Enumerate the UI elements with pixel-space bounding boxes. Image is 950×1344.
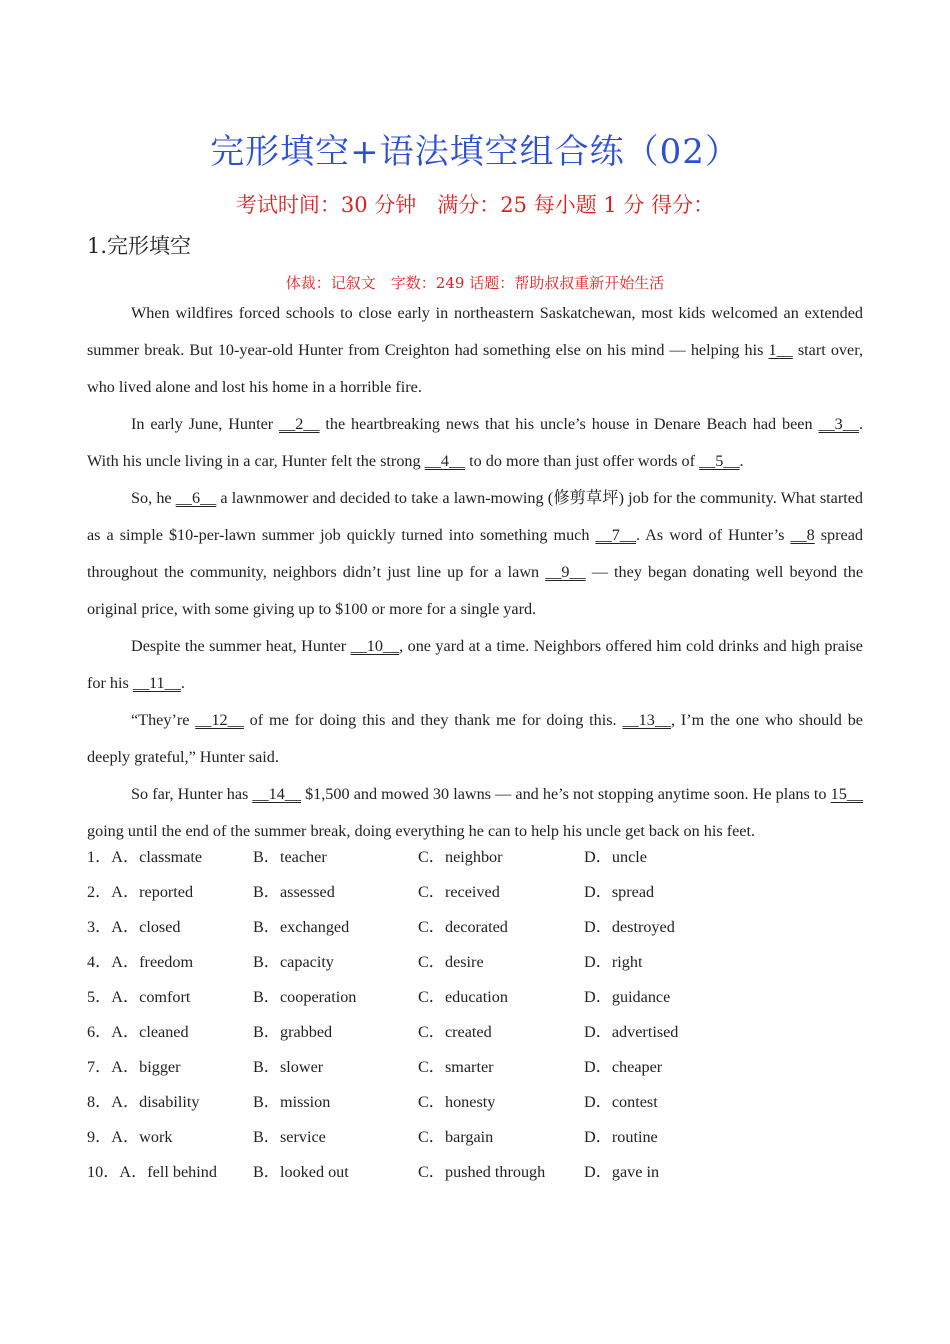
option-b: B．exchanged	[253, 918, 350, 936]
option-row	[87, 1050, 863, 1085]
blank-13: __13__	[622, 711, 671, 729]
option-c: C．desire	[418, 953, 484, 971]
option-row	[87, 910, 863, 945]
option-row	[87, 1015, 863, 1050]
option-c: C．decorated	[418, 918, 508, 936]
option-a: 2．A．reported	[87, 883, 194, 901]
option-row	[87, 980, 863, 1015]
paragraph: So far, Hunter has __14__ $1,500 and mowed 30 lawns — and he’s not stopping anytime soon. He plans to 15__ going until the end of the summer break, doing everything he can to help his uncle get back on his feet.	[87, 785, 863, 840]
blank-12: __12__	[195, 711, 244, 729]
option-a: 8．A．disability	[87, 1093, 200, 1111]
option-c: C．neighbor	[418, 848, 503, 866]
paragraph: Despite the summer heat, Hunter __10__, one yard at a time. Neighbors offered him cold drinks and high praise for his __11__.	[87, 637, 863, 692]
option-b: B．slower	[253, 1058, 324, 1076]
option-a: 7．A．bigger	[87, 1058, 181, 1076]
option-b: B．teacher	[253, 848, 327, 866]
blank-1: 1__	[768, 341, 793, 359]
option-c: C．honesty	[418, 1093, 496, 1111]
blank-9: __9__	[545, 563, 586, 581]
option-d: D．routine	[584, 1128, 658, 1146]
option-row	[87, 840, 863, 875]
option-c: C．created	[418, 1023, 492, 1041]
blank-14: __14__	[252, 785, 301, 803]
option-b: B．capacity	[253, 953, 334, 971]
blank-10: __10__	[350, 637, 400, 655]
paragraph: “They’re __12__ of me for doing this and they thank me for doing this. __13__, I’m the one who should be deeply grateful,” Hunter said.	[87, 711, 863, 766]
blank-15: 15__	[830, 785, 863, 803]
blank-8: __8	[790, 526, 815, 544]
option-d: D．uncle	[584, 848, 647, 866]
option-d: D．spread	[584, 883, 655, 901]
blank-4: __4__	[424, 452, 466, 470]
section-heading: 1.完形填空	[87, 234, 192, 258]
paragraph: In early June, Hunter __2__ the heartbreaking news that his uncle’s house in Denare Beach had been __3__. With his uncle living in a car, Hunter felt the strong __4__ to do more than just offer words of __5__.	[87, 415, 863, 470]
blank-3: __3__	[818, 415, 859, 433]
options-list	[87, 840, 863, 1190]
option-d: D．right	[584, 953, 643, 971]
option-b: B．cooperation	[253, 988, 357, 1006]
option-c: C．pushed through	[418, 1163, 546, 1181]
option-row	[87, 875, 863, 910]
option-d: D．destroyed	[584, 918, 675, 936]
paragraph: So, he __6__ a lawnmower and decided to take a lawn-mowing (修剪草坪) job for the community. What started as a simple $10-per-lawn summer job quickly turned into something much __7__. As word of Hunter’s __8 spread throughout the community, neighbors didn’t just line up for a lawn __9__ — they began donating well beyond the original price, with some giving up to $100 or more for a single yard.	[87, 489, 864, 618]
option-c: C．bargain	[418, 1128, 494, 1146]
option-a: 5．A．comfort	[87, 988, 191, 1006]
blank-2: __2__	[279, 415, 320, 433]
option-d: D．advertised	[584, 1023, 679, 1041]
option-b: B．grabbed	[253, 1023, 333, 1041]
option-c: C．smarter	[418, 1058, 494, 1076]
option-a: 4．A．freedom	[87, 953, 194, 971]
page-title: 完形填空+语法填空组合练（02）	[210, 132, 740, 172]
option-d: D．guidance	[584, 988, 671, 1006]
passage-meta: 体裁：记叙文 字数：249 话题：帮助叔叔重新开始生活	[285, 274, 665, 292]
option-a: 9．A．work	[87, 1128, 173, 1146]
blank-11: __11__	[132, 674, 181, 692]
paragraph: When wildfires forced schools to close early in northeastern Saskatchewan, most kids welcomed an extended summer break. But 10-year-old Hunter from Creighton had something else on his mind — helping his 1__ start over, who lived alone and lost his home in a horrible fire.	[87, 304, 863, 396]
option-d: D．cheaper	[584, 1058, 663, 1076]
option-a: 1．A．classmate	[87, 848, 203, 866]
option-d: D．contest	[584, 1093, 658, 1111]
option-row	[87, 1155, 863, 1190]
option-a: 10．A．fell behind	[87, 1163, 217, 1181]
option-c: C．received	[418, 883, 500, 901]
option-row	[87, 1085, 863, 1120]
option-b: B．assessed	[253, 883, 335, 901]
option-c: C．education	[418, 988, 508, 1006]
option-b: B．service	[253, 1128, 326, 1146]
option-a: 6．A．cleaned	[87, 1023, 189, 1041]
blank-6: __6__	[175, 489, 217, 507]
passage	[87, 295, 863, 850]
option-row	[87, 945, 863, 980]
option-b: B．looked out	[253, 1163, 349, 1181]
option-b: B．mission	[253, 1093, 331, 1111]
blank-5: __5__	[699, 452, 740, 470]
option-row	[87, 1120, 863, 1155]
option-d: D．gave in	[584, 1163, 660, 1181]
option-a: 3．A．closed	[87, 918, 181, 936]
exam-info: 考试时间：30 分钟 满分：25 每小题 1 分 得分：	[235, 193, 715, 217]
blank-7: __7__	[595, 526, 636, 544]
